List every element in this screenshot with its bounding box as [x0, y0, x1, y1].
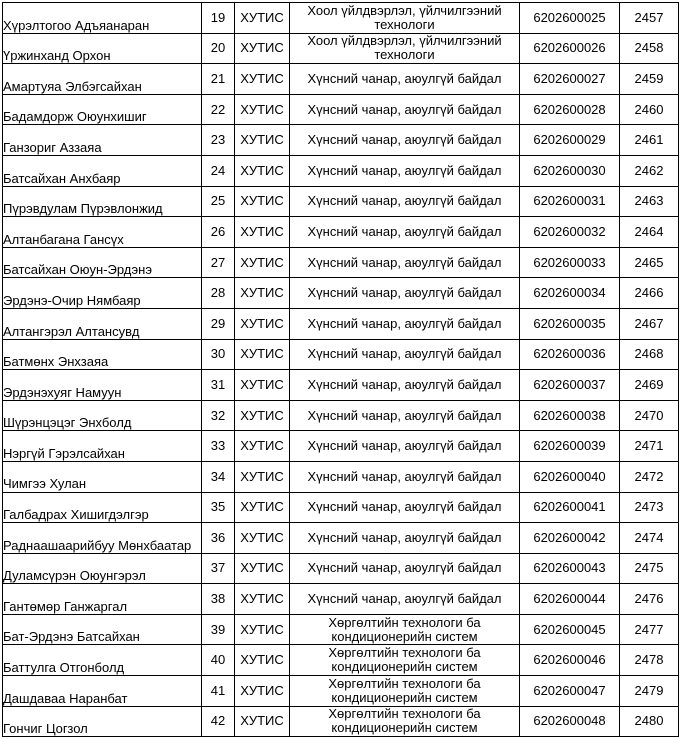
row-number-cell: 31 — [202, 370, 235, 401]
table-row — [3, 125, 679, 156]
registration-code-cell: 6202600041 — [520, 492, 620, 523]
student-id-cell: 2463 — [620, 186, 679, 217]
registration-code-cell: 6202600047 — [520, 676, 620, 707]
program-name-cell: Хүнсний чанар, аюулгүй байдал — [290, 492, 520, 523]
row-number-cell: 38 — [202, 584, 235, 615]
table-row — [3, 64, 679, 95]
row-number-cell: 29 — [202, 308, 235, 339]
student-name-cell: Галбадрах Хишигдэлгэр — [3, 492, 202, 523]
row-number-cell: 28 — [202, 278, 235, 309]
program-name-cell: Хүнсний чанар, аюулгүй байдал — [290, 461, 520, 492]
registration-code-cell: 6202600045 — [520, 614, 620, 645]
school-abbr-cell: ХУТИС — [235, 186, 290, 217]
school-abbr-cell: ХУТИС — [235, 278, 290, 309]
student-name-cell: Батсайхан Оюун-Эрдэнэ — [3, 247, 202, 278]
table-row — [3, 676, 679, 707]
student-id-cell: 2468 — [620, 339, 679, 370]
table-row — [3, 339, 679, 370]
row-number-cell: 23 — [202, 125, 235, 156]
school-abbr-cell: ХУТИС — [235, 706, 290, 737]
student-table-body — [3, 3, 679, 737]
row-number-cell: 22 — [202, 94, 235, 125]
table-row — [3, 247, 679, 278]
program-name-cell: Хүнсний чанар, аюулгүй байдал — [290, 339, 520, 370]
program-name-cell: Хүнсний чанар, аюулгүй байдал — [290, 94, 520, 125]
student-name-cell: Дуламсүрэн Оюунгэрэл — [3, 553, 202, 584]
table-row — [3, 186, 679, 217]
school-abbr-cell: ХУТИС — [235, 614, 290, 645]
program-name-cell: Хүнсний чанар, аюулгүй байдал — [290, 431, 520, 462]
registration-code-cell: 6202600032 — [520, 217, 620, 248]
registration-code-cell: 6202600027 — [520, 64, 620, 95]
row-number-cell: 39 — [202, 614, 235, 645]
school-abbr-cell: ХУТИС — [235, 553, 290, 584]
student-id-cell: 2471 — [620, 431, 679, 462]
student-name-cell: Амартуяа Элбэгсайхан — [3, 64, 202, 95]
student-name-cell: Чимгээ Хулан — [3, 461, 202, 492]
table-row — [3, 492, 679, 523]
student-id-cell: 2477 — [620, 614, 679, 645]
registration-code-cell: 6202600043 — [520, 553, 620, 584]
school-abbr-cell: ХУТИС — [235, 3, 290, 34]
registration-code-cell: 6202600033 — [520, 247, 620, 278]
school-abbr-cell: ХУТИС — [235, 155, 290, 186]
table-row — [3, 431, 679, 462]
student-name-cell: Бадамдорж Оюунхишиг — [3, 94, 202, 125]
student-id-cell: 2461 — [620, 125, 679, 156]
student-name-cell: Гончиг Цогзол — [3, 706, 202, 737]
registration-code-cell: 6202600028 — [520, 94, 620, 125]
student-name-cell: Шүрэнцэцэг Энхболд — [3, 400, 202, 431]
row-number-cell: 42 — [202, 706, 235, 737]
student-id-cell: 2478 — [620, 645, 679, 676]
row-number-cell: 32 — [202, 400, 235, 431]
student-id-cell: 2469 — [620, 370, 679, 401]
table-row — [3, 278, 679, 309]
student-name-cell: Эрдэнэ-Очир Нямбаяр — [3, 278, 202, 309]
row-number-cell: 35 — [202, 492, 235, 523]
registration-code-cell: 6202600029 — [520, 125, 620, 156]
table-row — [3, 461, 679, 492]
school-abbr-cell: ХУТИС — [235, 676, 290, 707]
student-id-cell: 2464 — [620, 217, 679, 248]
row-number-cell: 27 — [202, 247, 235, 278]
program-name-cell: Хүнсний чанар, аюулгүй байдал — [290, 278, 520, 309]
table-row — [3, 553, 679, 584]
school-abbr-cell: ХУТИС — [235, 370, 290, 401]
school-abbr-cell: ХУТИС — [235, 400, 290, 431]
program-name-cell: Хүнсний чанар, аюулгүй байдал — [290, 217, 520, 248]
table-row — [3, 3, 679, 34]
student-id-cell: 2459 — [620, 64, 679, 95]
school-abbr-cell: ХУТИС — [235, 523, 290, 554]
student-id-cell: 2470 — [620, 400, 679, 431]
program-name-cell: Хүнсний чанар, аюулгүй байдал — [290, 64, 520, 95]
student-id-cell: 2466 — [620, 278, 679, 309]
row-number-cell: 37 — [202, 553, 235, 584]
table-row — [3, 400, 679, 431]
school-abbr-cell: ХУТИС — [235, 492, 290, 523]
program-name-cell: Хүнсний чанар, аюулгүй байдал — [290, 247, 520, 278]
student-name-cell: Ганзориг Аззаяа — [3, 125, 202, 156]
school-abbr-cell: ХУТИС — [235, 217, 290, 248]
registration-code-cell: 6202600037 — [520, 370, 620, 401]
table-row — [3, 645, 679, 676]
student-id-cell: 2475 — [620, 553, 679, 584]
school-abbr-cell: ХУТИС — [235, 431, 290, 462]
table-row — [3, 706, 679, 737]
registration-code-cell: 6202600046 — [520, 645, 620, 676]
student-name-cell: Дашдаваа Наранбат — [3, 676, 202, 707]
student-name-cell: Эрдэнэхуяг Намуун — [3, 370, 202, 401]
row-number-cell: 21 — [202, 64, 235, 95]
student-name-cell: Батмөнх Энхзаяа — [3, 339, 202, 370]
school-abbr-cell: ХУТИС — [235, 339, 290, 370]
registration-code-cell: 6202600035 — [520, 308, 620, 339]
row-number-cell: 30 — [202, 339, 235, 370]
row-number-cell: 40 — [202, 645, 235, 676]
table-row — [3, 33, 679, 64]
table-row — [3, 155, 679, 186]
school-abbr-cell: ХУТИС — [235, 584, 290, 615]
program-name-cell: Хоол үйлдвэрлэл, үйлчилгээний технологи — [290, 33, 520, 64]
registration-code-cell: 6202600025 — [520, 3, 620, 34]
program-name-cell: Хүнсний чанар, аюулгүй байдал — [290, 584, 520, 615]
program-name-cell: Хүнсний чанар, аюулгүй байдал — [290, 308, 520, 339]
registration-code-cell: 6202600044 — [520, 584, 620, 615]
program-name-cell: Хүнсний чанар, аюулгүй байдал — [290, 400, 520, 431]
registration-code-cell: 6202600039 — [520, 431, 620, 462]
program-name-cell: Хүнсний чанар, аюулгүй байдал — [290, 523, 520, 554]
program-name-cell: Хүнсний чанар, аюулгүй байдал — [290, 155, 520, 186]
program-name-cell: Хүнсний чанар, аюулгүй байдал — [290, 370, 520, 401]
registration-code-cell: 6202600048 — [520, 706, 620, 737]
student-name-cell: Баттулга Отгонболд — [3, 645, 202, 676]
registration-code-cell: 6202600031 — [520, 186, 620, 217]
registration-code-cell: 6202600038 — [520, 400, 620, 431]
row-number-cell: 36 — [202, 523, 235, 554]
school-abbr-cell: ХУТИС — [235, 125, 290, 156]
registration-code-cell: 6202600026 — [520, 33, 620, 64]
row-number-cell: 34 — [202, 461, 235, 492]
student-name-cell: Гантөмөр Ганжаргал — [3, 584, 202, 615]
student-name-cell: Пүрэвдулам Пүрэвлонжид — [3, 186, 202, 217]
program-name-cell: Хүнсний чанар, аюулгүй байдал — [290, 186, 520, 217]
student-list-table — [2, 2, 679, 737]
table-row — [3, 94, 679, 125]
school-abbr-cell: ХУТИС — [235, 247, 290, 278]
registration-code-cell: 6202600034 — [520, 278, 620, 309]
table-row — [3, 523, 679, 554]
row-number-cell: 26 — [202, 217, 235, 248]
registration-code-cell: 6202600036 — [520, 339, 620, 370]
student-name-cell: Бат-Эрдэнэ Батсайхан — [3, 614, 202, 645]
row-number-cell: 19 — [202, 3, 235, 34]
table-row — [3, 370, 679, 401]
student-id-cell: 2480 — [620, 706, 679, 737]
program-name-cell: Хүнсний чанар, аюулгүй байдал — [290, 125, 520, 156]
program-name-cell: Хоол үйлдвэрлэл, үйлчилгээний технологи — [290, 3, 520, 34]
row-number-cell: 20 — [202, 33, 235, 64]
student-name-cell: Батсайхан Анхбаяр — [3, 155, 202, 186]
student-name-cell: Хүрэлтогоо Адъяанаран — [3, 3, 202, 34]
registration-code-cell: 6202600042 — [520, 523, 620, 554]
registration-code-cell: 6202600040 — [520, 461, 620, 492]
student-id-cell: 2457 — [620, 3, 679, 34]
school-abbr-cell: ХУТИС — [235, 645, 290, 676]
program-name-cell: Хөргөлтийн технологи ба кондиционерийн систем — [290, 676, 520, 707]
student-id-cell: 2460 — [620, 94, 679, 125]
table-row — [3, 614, 679, 645]
student-id-cell: 2472 — [620, 461, 679, 492]
program-name-cell: Хөргөлтийн технологи ба кондиционерийн систем — [290, 614, 520, 645]
student-id-cell: 2465 — [620, 247, 679, 278]
table-row — [3, 217, 679, 248]
program-name-cell: Хөргөлтийн технологи ба кондиционерийн систем — [290, 645, 520, 676]
student-id-cell: 2476 — [620, 584, 679, 615]
student-id-cell: 2474 — [620, 523, 679, 554]
registration-code-cell: 6202600030 — [520, 155, 620, 186]
student-name-cell: Үржинханд Орхон — [3, 33, 202, 64]
school-abbr-cell: ХУТИС — [235, 33, 290, 64]
school-abbr-cell: ХУТИС — [235, 64, 290, 95]
student-id-cell: 2473 — [620, 492, 679, 523]
row-number-cell: 33 — [202, 431, 235, 462]
student-id-cell: 2467 — [620, 308, 679, 339]
row-number-cell: 41 — [202, 676, 235, 707]
school-abbr-cell: ХУТИС — [235, 94, 290, 125]
student-name-cell: Раднаашаарийбуу Мөнхбаатар — [3, 523, 202, 554]
student-name-cell: Алтанбагана Гансүх — [3, 217, 202, 248]
table-row — [3, 584, 679, 615]
program-name-cell: Хөргөлтийн технологи ба кондиционерийн систем — [290, 706, 520, 737]
student-id-cell: 2462 — [620, 155, 679, 186]
table-row — [3, 308, 679, 339]
school-abbr-cell: ХУТИС — [235, 308, 290, 339]
student-id-cell: 2458 — [620, 33, 679, 64]
school-abbr-cell: ХУТИС — [235, 461, 290, 492]
student-name-cell: Алтангэрэл Алтансувд — [3, 308, 202, 339]
row-number-cell: 25 — [202, 186, 235, 217]
program-name-cell: Хүнсний чанар, аюулгүй байдал — [290, 553, 520, 584]
student-id-cell: 2479 — [620, 676, 679, 707]
student-name-cell: Нэргүй Гэрэлсайхан — [3, 431, 202, 462]
row-number-cell: 24 — [202, 155, 235, 186]
